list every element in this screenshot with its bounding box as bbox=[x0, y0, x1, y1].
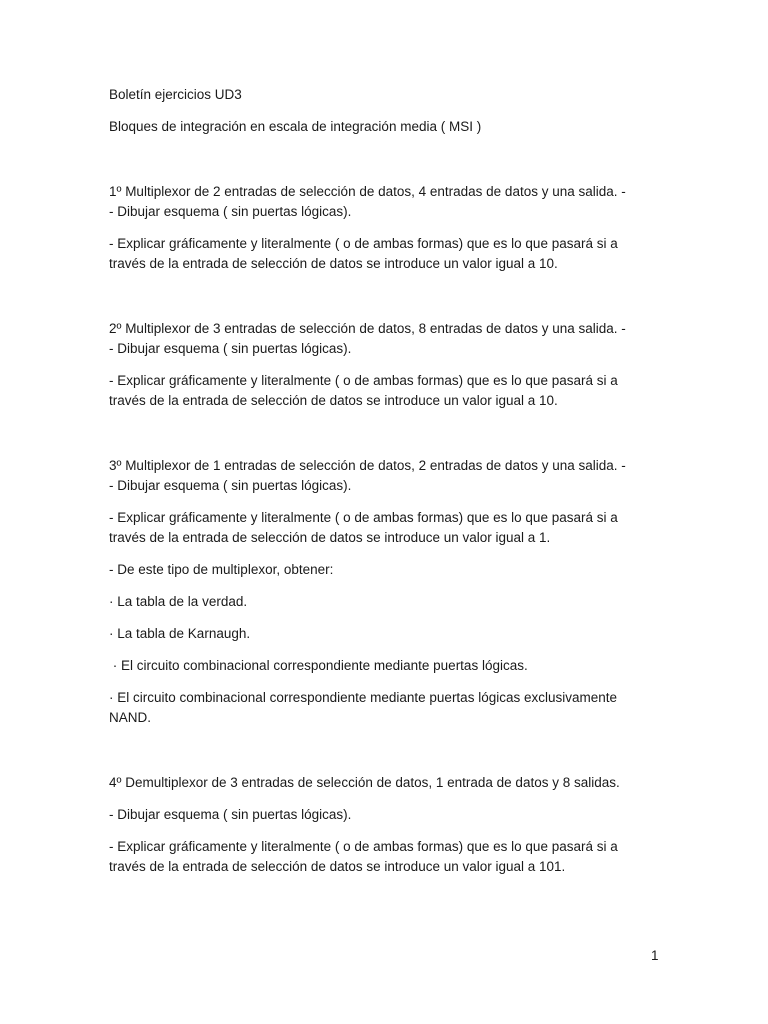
list-item-circuit-nand-line-1: · El circuito combinacional correspondiente mediante puertas lógicas exclusivamente bbox=[109, 690, 618, 705]
document-body bbox=[109, 85, 661, 889]
exercise-explain-line-2: través de la entrada de selección de datos se introduce un valor igual a 10. bbox=[109, 256, 558, 271]
list-item-circuit-nand bbox=[109, 688, 661, 728]
exercise-intro: - De este tipo de multiplexor, obtener: bbox=[109, 562, 334, 577]
exercise-1 bbox=[109, 182, 661, 274]
exercise-heading-cont: - Dibujar esquema ( sin puertas lógicas). bbox=[109, 204, 352, 219]
exercise-heading: 4º Demultiplexor de 3 entradas de selección de datos, 1 entrada de datos y 8 salidas. bbox=[109, 775, 620, 790]
exercise-explain bbox=[109, 234, 661, 274]
list-item-circuit-nand-line-2: NAND. bbox=[109, 710, 152, 725]
list-item-circuit-gates: · El circuito combinacional correspondiente mediante puertas lógicas. bbox=[109, 658, 528, 673]
list-item-karnaugh: · La tabla de Karnaugh. bbox=[109, 626, 251, 641]
exercise-explain-line-2: través de la entrada de selección de datos se introduce un valor igual a 101. bbox=[109, 859, 566, 874]
document-subtitle: Bloques de integración en escala de integración media ( MSI ) bbox=[109, 119, 482, 134]
exercise-explain-line-2: través de la entrada de selección de datos se introduce un valor igual a 10. bbox=[109, 393, 558, 408]
list-item-truth-table: · La tabla de la verdad. bbox=[109, 594, 248, 609]
page-number: 1 bbox=[651, 948, 659, 963]
exercise-heading bbox=[109, 182, 661, 222]
exercise-explain bbox=[109, 837, 661, 877]
exercise-heading-line: 3º Multiplexor de 1 entradas de selección de datos, 2 entradas de datos y una salida. - bbox=[109, 458, 626, 473]
exercise-heading-cont: - Dibujar esquema ( sin puertas lógicas). bbox=[109, 341, 352, 356]
exercise-heading-line: 2º Multiplexor de 3 entradas de selección de datos, 8 entradas de datos y una salida. - bbox=[109, 321, 626, 336]
exercise-3 bbox=[109, 456, 661, 728]
exercise-explain-line-1: - Explicar gráficamente y literalmente ( o de ambas formas) que es lo que pasará si a bbox=[109, 373, 618, 388]
document-title: Boletín ejercicios UD3 bbox=[109, 87, 242, 102]
exercise-heading bbox=[109, 456, 661, 496]
exercise-explain-line-1: - Explicar gráficamente y literalmente ( o de ambas formas) que es lo que pasará si a bbox=[109, 510, 618, 525]
exercise-explain bbox=[109, 371, 661, 411]
exercise-2 bbox=[109, 319, 661, 411]
exercise-heading-line: 1º Multiplexor de 2 entradas de selección de datos, 4 entradas de datos y una salida. - bbox=[109, 184, 626, 199]
exercise-heading-cont: - Dibujar esquema ( sin puertas lógicas). bbox=[109, 478, 352, 493]
exercise-4 bbox=[109, 773, 661, 877]
exercise-explain-line-1: - Explicar gráficamente y literalmente ( o de ambas formas) que es lo que pasará si a bbox=[109, 236, 618, 251]
exercise-heading bbox=[109, 319, 661, 359]
exercise-explain-line-1: - Explicar gráficamente y literalmente ( o de ambas formas) que es lo que pasará si a bbox=[109, 839, 618, 854]
exercise-draw: - Dibujar esquema ( sin puertas lógicas). bbox=[109, 807, 352, 822]
exercise-explain-line-2: través de la entrada de selección de datos se introduce un valor igual a 1. bbox=[109, 530, 551, 545]
exercise-explain bbox=[109, 508, 661, 548]
